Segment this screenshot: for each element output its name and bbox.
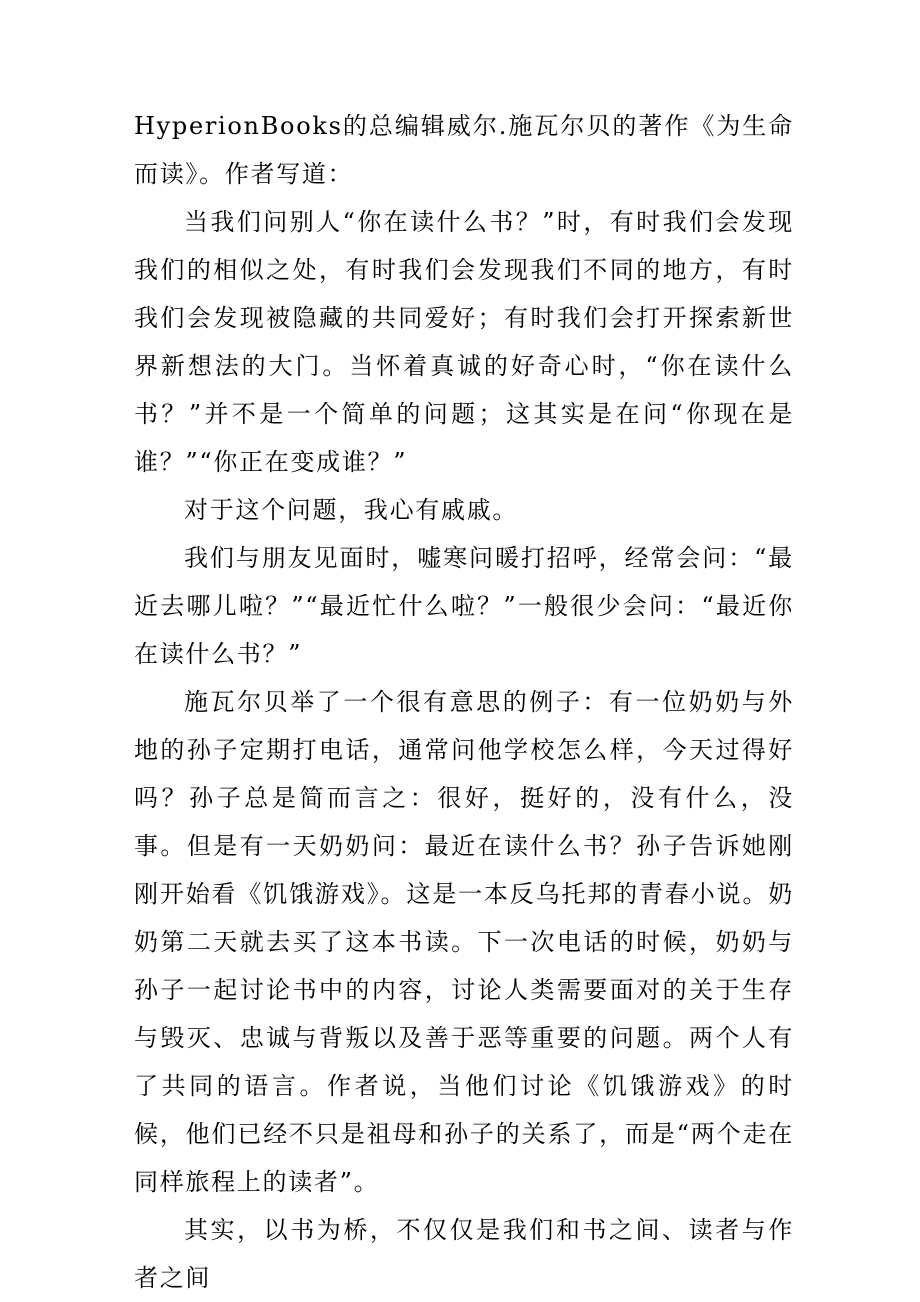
- paragraph-reflection: 对于这个问题，我心有戚戚。: [184, 496, 519, 524]
- paragraph-quote: 当我们问别人“你在读什么书？”时，有时我们会发现我们的相似之处，有时我们会发现我们不同的地方，有时我们会发现被隐藏的共同爱好；有时我们会打开探索新世界新想法的大门。当怀着真诚的好奇心时，“你在读什么书？”并不是一个简单的问题；这其实是在问“你现在是谁？”“你正在变成谁？”: [134, 208, 794, 476]
- paragraph-example: 施瓦尔贝举了一个很有意思的例子：有一位奶奶与外地的孙子定期打电话，通常问他学校怎么样，今天过得好吗？孙子总是简而言之：很好，挺好的，没有什么，没事。但是有一天奶奶问：最近在读什么书？孙子告诉她刚刚开始看《饥饿游戏》。这是一本反乌托邦的青春小说。奶奶第二天就去买了这本书读。下一次电话的时候，奶奶与孙子一起讨论书中的内容，讨论人类需要面对的关于生存与毁灭、忠诚与背叛以及善于恶等重要的问题。两个人有了共同的语言。作者说，当他们讨论《饥饿游戏》的时候，他们已经不只是祖母和孙子的关系了，而是“两个走在同样旅程上的读者”。: [134, 688, 794, 1196]
- paragraph-intro: HyperionBooks的总编辑威尔.施瓦尔贝的著作《为生命而读》。作者写道：: [134, 112, 794, 188]
- body-text: [134, 102, 794, 1302]
- paragraph-greeting: 我们与朋友见面时，嘘寒问暖打招呼，经常会问：“最近去哪儿啦？”“最近忙什么啦？”一般很少会问：“最近你在读什么书？”: [134, 544, 794, 668]
- paragraph-conclusion: 其实，以书为桥，不仅仅是我们和书之间、读者与作者之间: [134, 1216, 794, 1292]
